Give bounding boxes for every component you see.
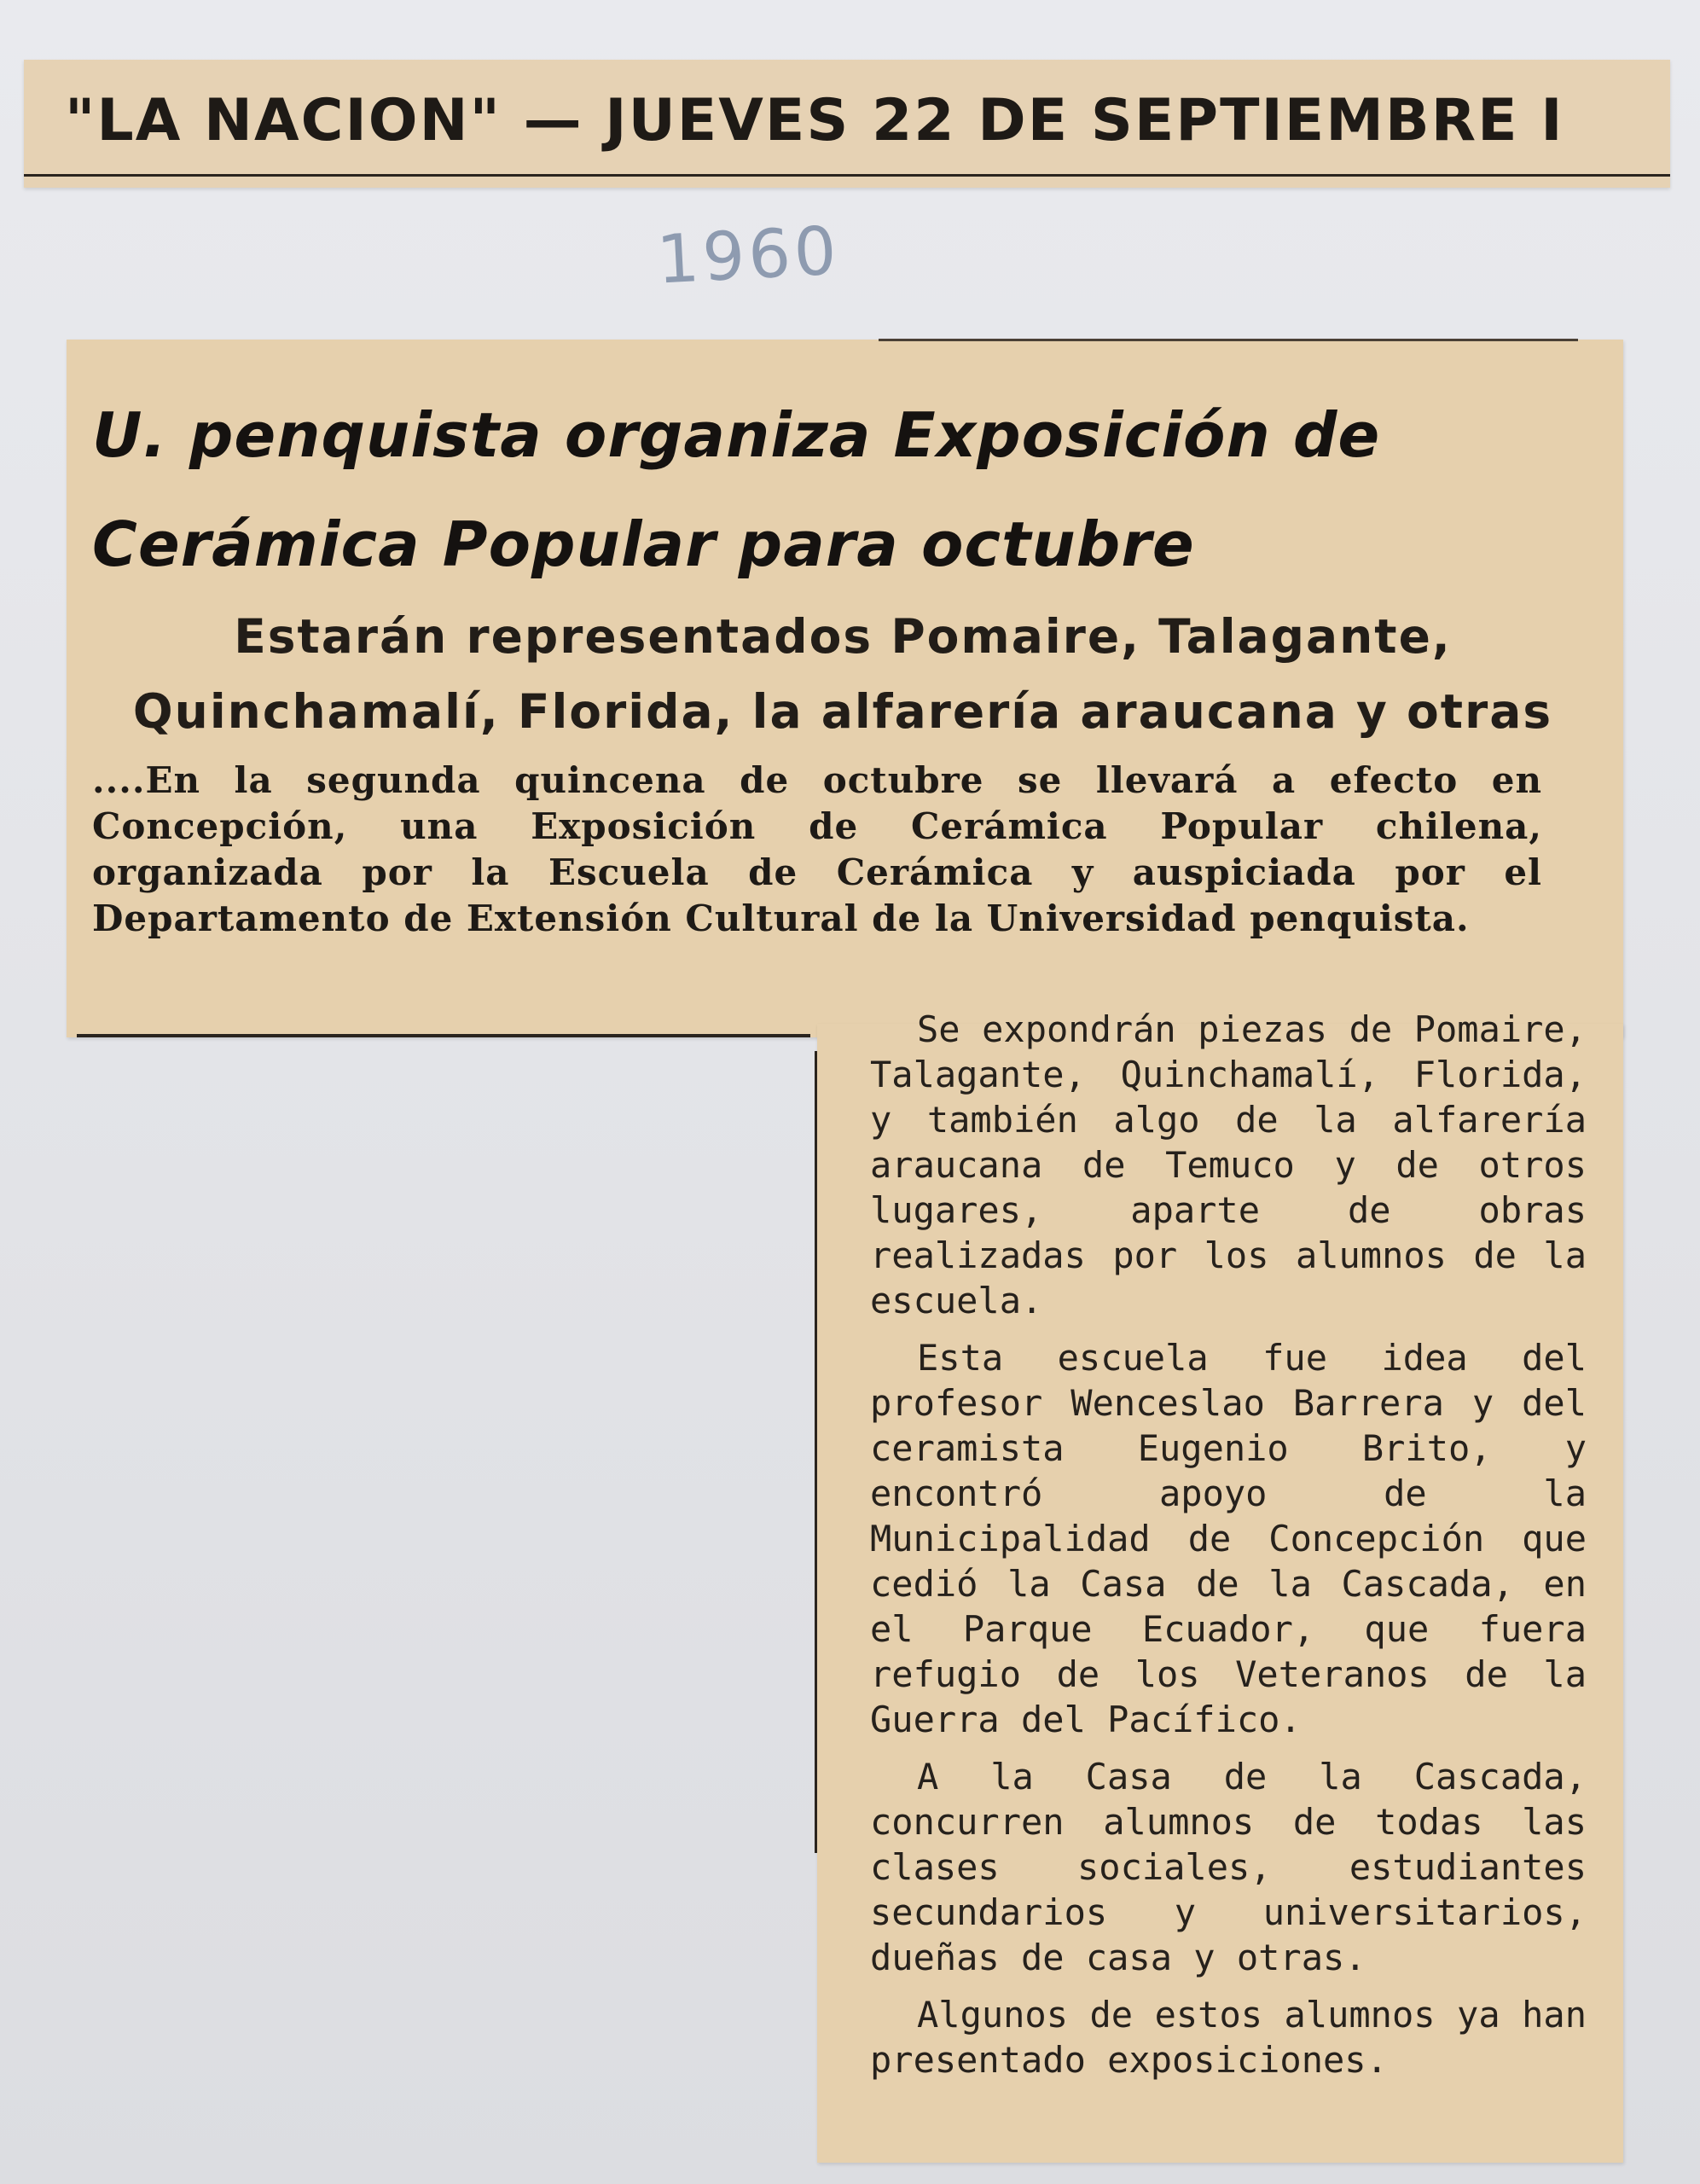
masthead-rule: [24, 174, 1670, 177]
article-subtitle: Estarán representados Pomaire, Talagante, Quinchamalí, Florida, la alfarería araucana y otras: [132, 609, 1553, 739]
article-lead: ....En la segunda quincena de octubre se llevará a efecto en Concepción, una Exposición de Cerámica Popular chilena, organizada por la Escuela de Cerámica y auspiciada por el Departamento de Extensión Cultural de la Universidad penquista.: [92, 759, 1542, 939]
body-paragraph: Esta escuela fue idea del profesor Wenceslao Barrera y del ceramista Eugenio Brito, y encontró apoyo de la Municipalidad de Concepción que cedió la Casa de la Cascada, en el Parque Ecuador, que fuera refugio de los Veteranos de la Guerra del Pacífico.: [870, 1337, 1587, 1740]
body-paragraph: A la Casa de la Cascada, concurren alumnos de todas las clases sociales, estudiantes secundarios y universitarios, dueñas de casa y otras.: [870, 1756, 1587, 1978]
article-body-column: [870, 1007, 1587, 2094]
column-divider: [815, 1051, 817, 1853]
body-paragraph: Se expondrán piezas de Pomaire, Talagante, Quinchamalí, Florida, y también algo de la alfarería araucana de Temuco y de otros lugares, aparte de obras realizadas por los alumnos de la escuela.: [870, 1008, 1587, 1321]
body-paragraph: Algunos de estos alumnos ya han presentado exposiciones.: [870, 1994, 1587, 2081]
newspaper-masthead: "LA NACION" — JUEVES 22 DE SEPTIEMBRE I: [65, 87, 1564, 154]
section-rule: [77, 1034, 810, 1037]
masthead-clipping: [24, 60, 1670, 188]
top-fragment-rule: [879, 339, 1578, 341]
article-headline: U. penquista organiza Exposición de Cerámica Popular para octubre: [92, 399, 1381, 580]
handwritten-year: 1960: [654, 212, 842, 299]
